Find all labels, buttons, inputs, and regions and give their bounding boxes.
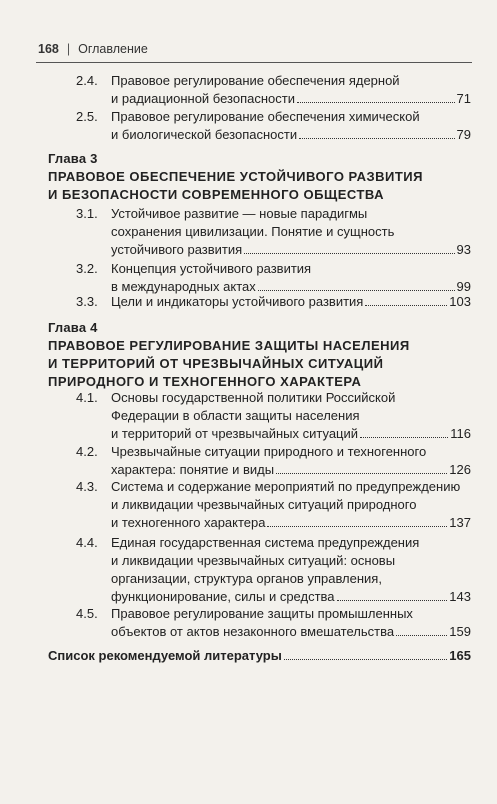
entry-line bbox=[111, 605, 471, 623]
dot-leader bbox=[299, 126, 454, 139]
entry-page: 126 bbox=[449, 462, 471, 477]
entry-number: 3.3. bbox=[76, 294, 98, 309]
entry-line bbox=[111, 241, 471, 259]
entry-line-text: Основы государственной политики Российской bbox=[111, 390, 396, 405]
entry-number: 3.1. bbox=[76, 206, 98, 221]
entry-page: 103 bbox=[449, 294, 471, 309]
entry-line-text: Концепция устойчивого развития bbox=[111, 261, 312, 276]
entry-line bbox=[111, 552, 471, 570]
entry-line-text: функционирование, силы и средства bbox=[111, 589, 335, 604]
entry-number: 4.1. bbox=[76, 390, 98, 405]
entry-line-text: объектов от актов незаконного вмешательства bbox=[111, 624, 395, 639]
entry-page: 159 bbox=[449, 624, 471, 639]
entry-line-text: сохранения цивилизации. Понятие и сущность bbox=[111, 224, 395, 239]
page-number: 168 bbox=[38, 42, 59, 56]
dot-leader bbox=[297, 90, 455, 103]
entry-page: 137 bbox=[449, 515, 471, 530]
entry-title bbox=[111, 72, 471, 108]
entry-page: 71 bbox=[456, 91, 471, 106]
chapter-title-line: И ТЕРРИТОРИЙ ОТ ЧРЕЗВЫЧАЙНЫХ СИТУАЦИЙ bbox=[48, 356, 384, 371]
dot-leader bbox=[365, 293, 447, 306]
entry-line-text: и ликвидации чрезвычайных ситуаций: основы bbox=[111, 553, 396, 568]
entry-line bbox=[111, 496, 471, 514]
entry-line-text: Устойчивое развитие — новые парадигмы bbox=[111, 206, 368, 221]
entry-number: 3.2. bbox=[76, 261, 98, 276]
entry-page: 93 bbox=[456, 242, 471, 257]
entry-line bbox=[111, 205, 471, 223]
dot-leader bbox=[284, 647, 447, 660]
entry-line bbox=[111, 588, 471, 606]
entry-line-text: Единая государственная система предупреждения bbox=[111, 535, 420, 550]
entry-line bbox=[111, 461, 471, 479]
chapter-title-line: ПРАВОВОЕ РЕГУЛИРОВАНИЕ ЗАЩИТЫ НАСЕЛЕНИЯ bbox=[48, 338, 410, 353]
dot-leader bbox=[267, 514, 447, 527]
dot-leader bbox=[360, 425, 448, 438]
entry-line bbox=[111, 108, 471, 126]
entry-line-text: в международных актах bbox=[111, 279, 256, 294]
bibliography-label: Список рекомендуемой литературы bbox=[48, 648, 282, 663]
entry-number: 4.4. bbox=[76, 535, 98, 550]
entry-line bbox=[111, 389, 471, 407]
entry-line-text: и радиационной безопасности bbox=[111, 91, 295, 106]
entry-line bbox=[111, 425, 471, 443]
entry-number: 2.4. bbox=[76, 73, 98, 88]
entry-line bbox=[111, 260, 471, 278]
dot-leader bbox=[258, 278, 455, 291]
entry-title bbox=[111, 260, 471, 296]
entry-title bbox=[111, 478, 471, 532]
bibliography-entry bbox=[48, 647, 471, 665]
entry-line bbox=[111, 478, 471, 496]
entry-line-text: Правовое регулирование защиты промышленных bbox=[111, 606, 413, 621]
entry-line bbox=[111, 90, 471, 108]
dot-leader bbox=[396, 623, 447, 636]
entry-title bbox=[111, 389, 471, 443]
chapter-title-line: ПРИРОДНОГО И ТЕХНОГЕННОГО ХАРАКТЕРА bbox=[48, 374, 362, 389]
entry-page: 79 bbox=[456, 127, 471, 142]
entry-number: 2.5. bbox=[76, 109, 98, 124]
entry-line-text: и техногенного характера bbox=[111, 515, 266, 530]
entry-number: 4.5. bbox=[76, 606, 98, 621]
chapter-heading bbox=[48, 150, 468, 204]
entry-line bbox=[111, 514, 471, 532]
running-header bbox=[38, 42, 468, 56]
entry-line-text: и биологической безопасности bbox=[111, 127, 298, 142]
entry-line bbox=[111, 126, 471, 144]
entry-line bbox=[111, 443, 471, 461]
entry-page: 99 bbox=[456, 279, 471, 294]
chapter-title-line: И БЕЗОПАСНОСТИ СОВРЕМЕННОГО ОБЩЕСТВА bbox=[48, 187, 385, 202]
bibliography-page: 165 bbox=[449, 648, 471, 663]
entry-line-text: Федерации в области защиты населения bbox=[111, 408, 360, 423]
entry-line-text: организации, структура органов управления, bbox=[111, 571, 382, 586]
entry-title bbox=[111, 205, 471, 259]
entry-line-text: Правовое регулирование обеспечения химической bbox=[111, 109, 420, 124]
dot-leader bbox=[276, 461, 447, 474]
entry-title bbox=[111, 293, 471, 311]
entry-line bbox=[111, 223, 471, 241]
entry-line bbox=[111, 293, 471, 311]
dot-leader bbox=[244, 241, 454, 254]
entry-line bbox=[111, 570, 471, 588]
entry-line bbox=[111, 534, 471, 552]
chapter-heading bbox=[48, 319, 468, 391]
entry-line-text: Цели и индикаторы устойчивого развития bbox=[111, 294, 364, 309]
header-section-title: Оглавление bbox=[78, 42, 148, 56]
chapter-title-line: ПРАВОВОЕ ОБЕСПЕЧЕНИЕ УСТОЙЧИВОГО РАЗВИТИЯ bbox=[48, 169, 423, 184]
entry-line-text: Чрезвычайные ситуации природного и техногенного bbox=[111, 444, 427, 459]
entry-number: 4.3. bbox=[76, 479, 98, 494]
entry-line-text: Правовое регулирование обеспечения ядерной bbox=[111, 73, 400, 88]
entry-page: 143 bbox=[449, 589, 471, 604]
entry-line bbox=[111, 623, 471, 641]
header-separator: | bbox=[66, 42, 71, 56]
entry-title bbox=[111, 605, 471, 641]
entry-line-text: Система и содержание мероприятий по предупреждению bbox=[111, 479, 461, 494]
dot-leader bbox=[337, 588, 448, 601]
entry-title bbox=[111, 534, 471, 606]
entry-line-text: характера: понятие и виды bbox=[111, 462, 275, 477]
entry-page: 116 bbox=[450, 426, 471, 441]
entry-line bbox=[111, 407, 471, 425]
chapter-label: Глава 4 bbox=[48, 320, 98, 335]
entry-line-text: устойчивого развития bbox=[111, 242, 243, 257]
entry-title bbox=[111, 443, 471, 479]
entry-line-text: и ликвидации чрезвычайных ситуаций природного bbox=[111, 497, 417, 512]
header-rule bbox=[36, 62, 472, 63]
entry-line bbox=[111, 72, 471, 90]
chapter-label: Глава 3 bbox=[48, 151, 98, 166]
entry-number: 4.2. bbox=[76, 444, 98, 459]
entry-line-text: и территорий от чрезвычайных ситуаций bbox=[111, 426, 359, 441]
entry-title bbox=[111, 108, 471, 144]
